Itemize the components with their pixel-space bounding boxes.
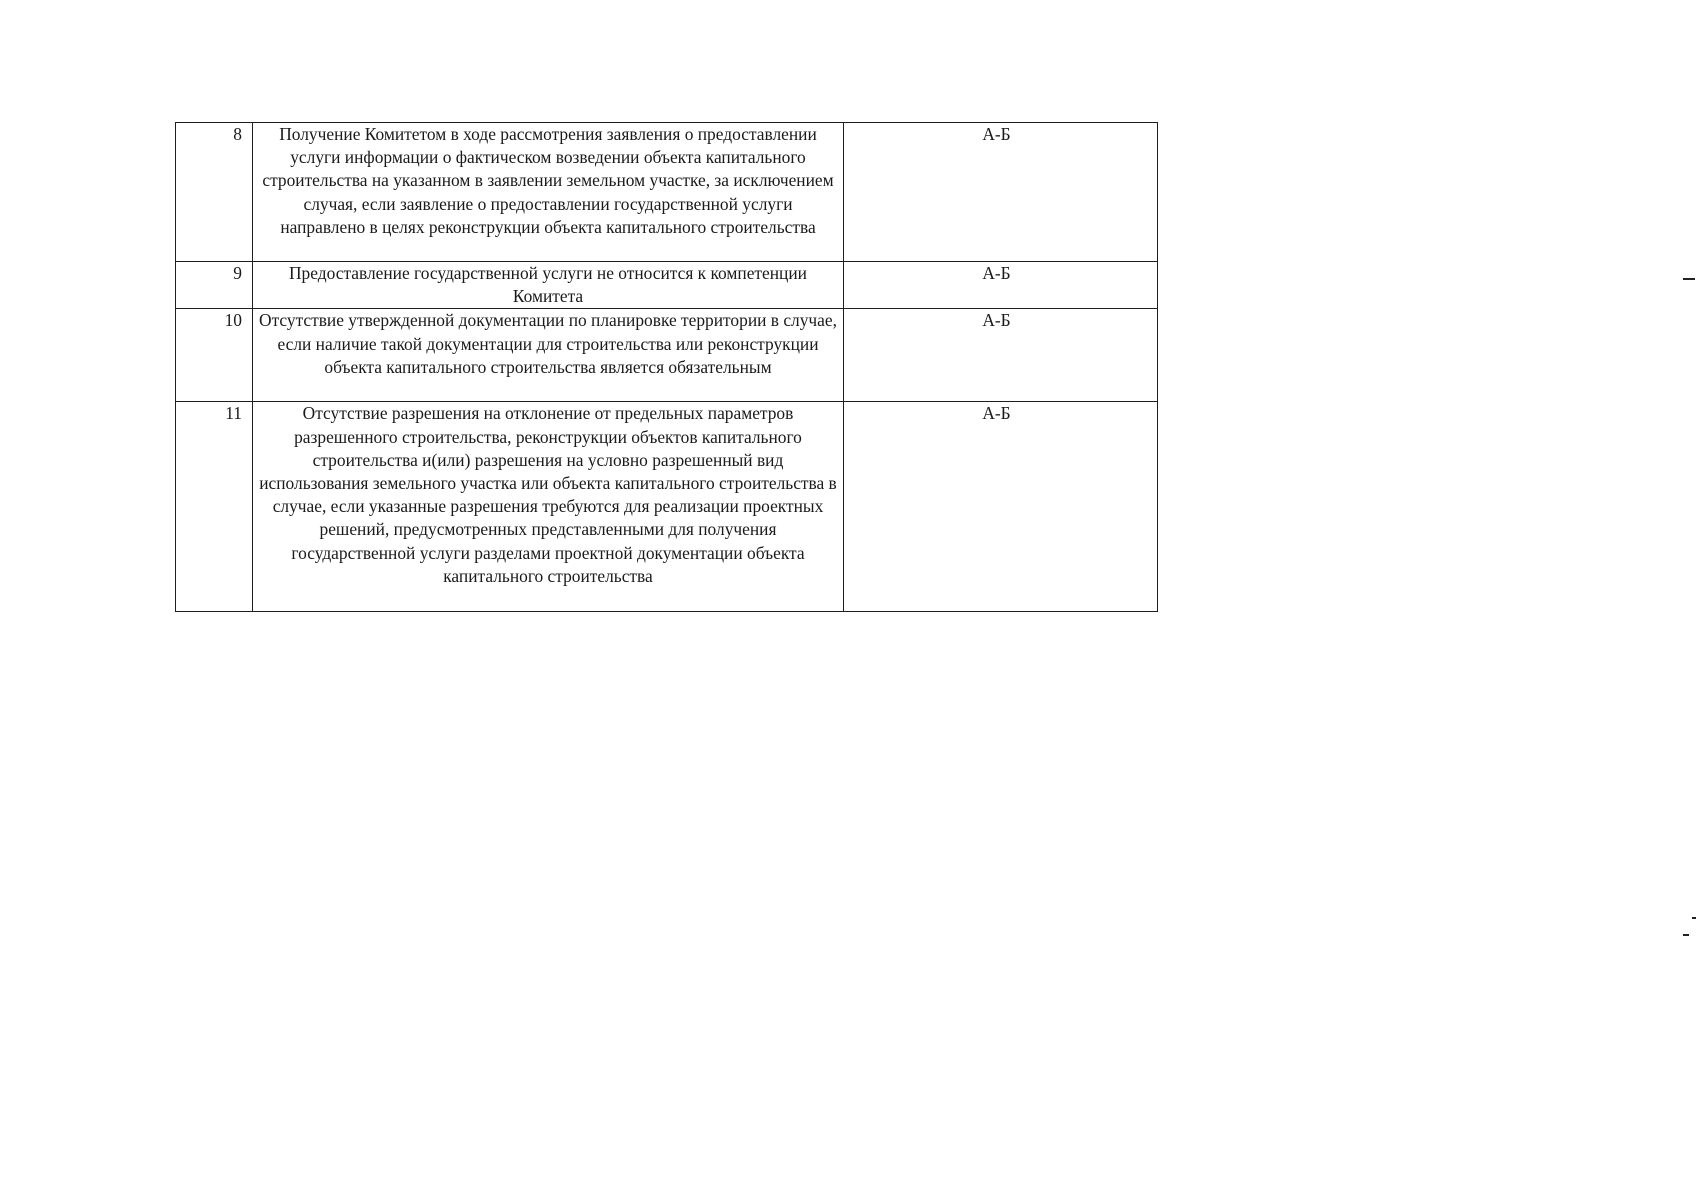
row-number: 11 — [176, 402, 253, 612]
row-code: А-Б — [844, 123, 1158, 262]
table-row — [176, 262, 1158, 309]
table-row — [176, 402, 1158, 612]
scan-mark — [1683, 934, 1689, 936]
row-number: 8 — [176, 123, 253, 262]
row-reason: Отсутствие утвержденной документации по планировке территории в случае, если наличие такой документации для строительства или реконструкции объекта капитального строительства является обязательным — [253, 309, 844, 402]
table-row — [176, 123, 1158, 262]
row-number: 10 — [176, 309, 253, 402]
row-reason: Предоставление государственной услуги не относится к компетенции Комитета — [253, 262, 844, 309]
row-number: 9 — [176, 262, 253, 309]
row-code: А-Б — [844, 402, 1158, 612]
row-code: А-Б — [844, 309, 1158, 402]
table-row — [176, 309, 1158, 402]
row-reason: Получение Комитетом в ходе рассмотрения заявления о предоставлении услуги информации о фактическом возведении объекта капитального строительства на указанном в заявлении земельном участке, за исключением случая, если заявление о предоставлении государственной услуги направлено в целях реконструкции объекта капитального строительства — [253, 123, 844, 262]
refusal-grounds-table — [175, 122, 1158, 612]
row-reason: Отсутствие разрешения на отклонение от предельных параметров разрешенного строительства, реконструкции объектов капитального строительства и(или) разрешения на условно разрешенный вид использования земельного участка или объекта капитального строительства в случае, если указанные разрешения требуются для реализации проектных решений, предусмотренных представленными для получения государственной услуги разделами проектной документации объекта капитального строительства — [253, 402, 844, 612]
scan-mark — [1683, 278, 1695, 280]
scan-mark — [1692, 917, 1696, 919]
row-code: А-Б — [844, 262, 1158, 309]
